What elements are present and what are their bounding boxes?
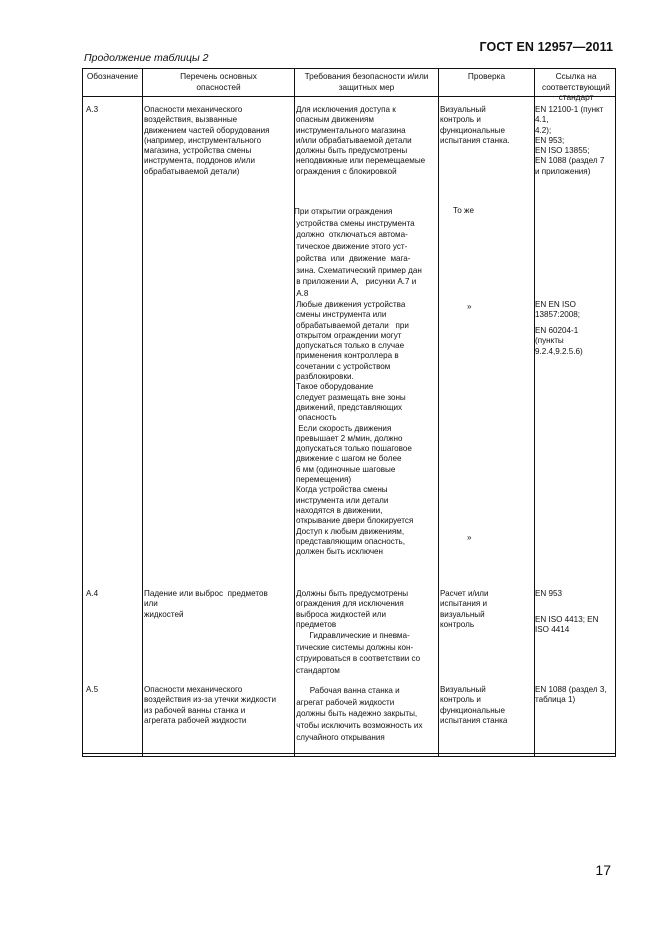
- row-id-a4: A.4: [86, 589, 99, 598]
- row-a4-requirement-2: Гидравлические и пневма- тические системы должны кон- струироваться в соответствии со стандартом: [296, 631, 421, 676]
- row-a3-requirement-3: Любые движения устройства смены инструмента или обрабатываемой детали при открытом ограждении могут допускаться только в случае применения контроллера в сочетании с устройством разблокировки. Такое оборудование следует размещать вне зоны движений, представляющих опасность Если скорость движения превышает 2 м/мин, должно допускаться только пошаговое движение с шагом не более 6 мм (одиночные шаговые перемещения) Когда устройства смены инструмента или детали находятся в движении, открывание двери блокируется Доступ к любым движениям, представляющим опасность, должен быть исключен: [296, 300, 414, 557]
- table-continuation-caption: Продолжение таблицы 2: [84, 52, 209, 64]
- row-a3-requirement-2: При открытии ограждения устройства смены инструмента должно отключаться автома- тическое движение этого уст- ройства или движение мага- зина. Схематический пример дан в приложении А, рисунки А.7 и А.8: [294, 207, 422, 298]
- row-a4-requirement-1: Должны быть предусмотрены ограждения для исключения выброса жидкостей или предметов: [296, 589, 409, 629]
- table-bottom-double-line: [83, 753, 615, 754]
- column-header-designation: Обозначение: [86, 71, 139, 81]
- column-header-verification: Проверка: [467, 71, 506, 81]
- hazards-table: [82, 68, 616, 757]
- row-a3-verification-2: То же: [453, 206, 474, 215]
- row-a3-verification-4: »: [467, 533, 472, 542]
- row-a4-verification: Расчет и/или испытания и визуальный контроль: [440, 589, 489, 629]
- row-a5-requirement: Рабочая ванна станка и агрегат рабочей жидкости должны быть надежно закрыты, чтобы исключить возможность их случайного открывания: [296, 686, 423, 742]
- row-a3-verification-1: Визуальный контроль и функциональные испытания станка.: [440, 105, 510, 145]
- row-a3-reference-1: EN 12100-1 (пункт 4.1, 4.2); EN 953; EN ISO 13855; EN 1088 (раздел 7 и приложения): [535, 105, 605, 176]
- page-number: 17: [595, 862, 611, 878]
- row-a4-reference-1: EN 953: [535, 589, 562, 598]
- row-id-a5: A.5: [86, 685, 99, 694]
- row-a3-reference-2: EN EN ISO 13857:2008;: [535, 300, 581, 320]
- row-a3-verification-3: »: [467, 302, 472, 311]
- column-header-requirements: Требования безопасности и/или защитных мер: [304, 71, 429, 92]
- column-header-reference: Ссылка на соответствующий стандарт: [541, 71, 611, 102]
- row-id-a3: A.3: [86, 105, 99, 114]
- row-a3-hazard: Опасности механического воздействия, вызванные движением частей оборудования (например, инструментального магазина, устройства смены инструмента, поддонов и/или обрабатываемой детали): [144, 105, 270, 176]
- row-a5-hazard: Опасности механического воздействия из-за утечки жидкости из рабочей ванны станка и агрегата рабочей жидкости: [144, 685, 276, 725]
- row-a4-reference-2: EN ISO 4413; EN ISO 4414: [535, 615, 599, 635]
- column-divider: [438, 69, 439, 756]
- row-a3-requirement-1: Для исключения доступа к опасным движениям инструментального магазина и/или обрабатываемой детали должны быть предусмотрены неподвижные или перемещаемые ограждения с блокировкой: [296, 105, 426, 176]
- row-a5-verification: Визуальный контроль и функциональные испытания станка: [440, 685, 508, 725]
- column-divider: [294, 69, 295, 756]
- row-a3-reference-3: EN 60204-1 (пункты 9.2.4,9.2.5.6): [535, 326, 583, 356]
- standard-number: ГОСТ EN 12957—2011: [479, 40, 613, 54]
- row-a5-reference: EN 1088 (раздел 3, таблица 1): [535, 685, 607, 705]
- column-header-hazards: Перечень основных опасностей: [180, 71, 257, 92]
- column-divider: [142, 69, 143, 756]
- row-a4-hazard: Падение или выброс предметов или жидкостей: [144, 589, 268, 619]
